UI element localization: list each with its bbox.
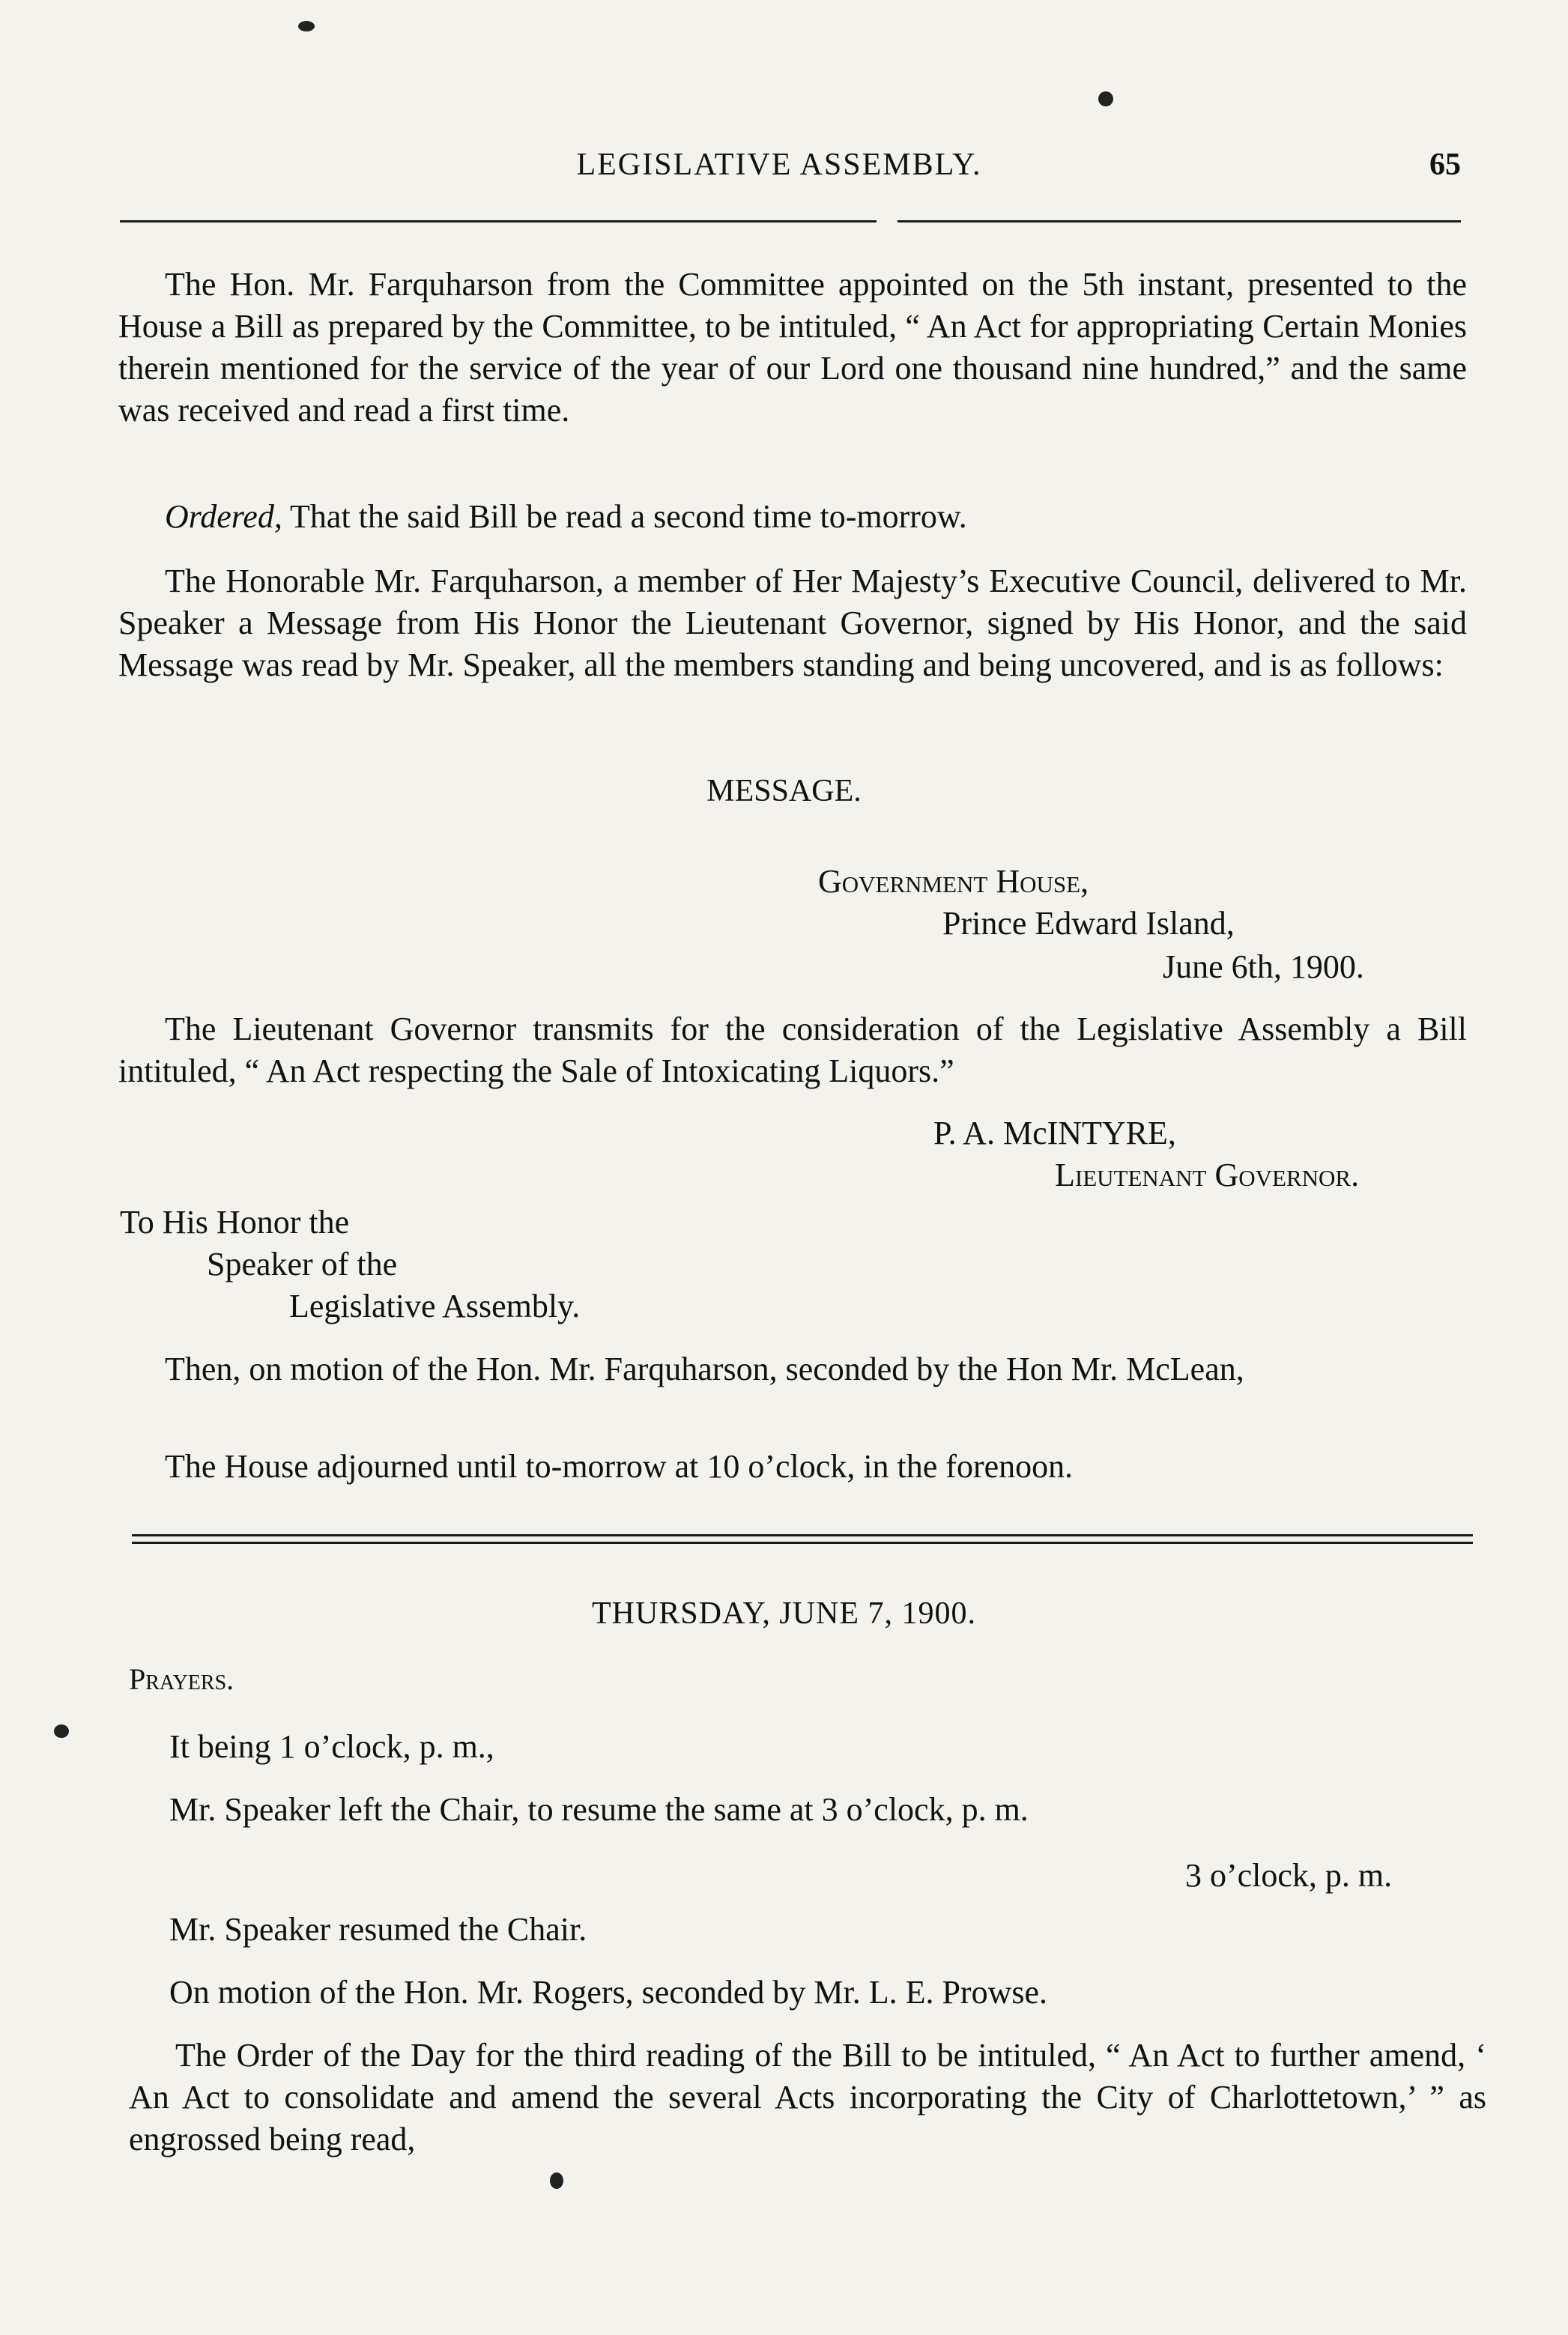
paragraph-adjourned: The House adjourned until to-morrow at 10 o’clock, in the forenoon. (165, 1448, 1074, 1485)
message-date: June 6th, 1900. (1163, 948, 1364, 985)
paragraph-order-of-day: The Order of the Day for the third reading of the Bill to be intituled, “ An Act to further amend, ‘ An Act to consolidate and amend the several Acts incorporating the City of Charlottetown,’ ” as engrossed being read, (129, 2037, 1486, 2157)
double-rule-top (132, 1534, 1473, 1536)
address-to-line-2: Speaker of the (207, 1246, 398, 1282)
prayers-label: Prayers. (129, 1662, 234, 1696)
ink-blot (550, 2172, 563, 2189)
speaker-resumed-line: Mr. Speaker resumed the Chair. (169, 1911, 587, 1948)
paragraph-committee-bill: The Hon. Mr. Farquharson from the Committee appointed on the 5th instant, presented to the House a Bill as prepared by the Committee, to be intituled, “ An Act for appropriating Certain Monies therein mentioned for the service of the year of our Lord one thousand nine hundred,” and the same was received and read a first time. (118, 266, 1467, 428)
ink-blot (54, 1724, 69, 1738)
paragraph-motion: Then, on motion of the Hon. Mr. Farquharson, seconded by the Hon Mr. McLean, (165, 1351, 1244, 1387)
address-line-1: Government House, (818, 863, 1089, 900)
message-heading: MESSAGE. (706, 774, 862, 808)
paragraph-message-delivery: The Honorable Mr. Farquharson, a member of Her Majesty’s Executive Council, delivered to Mr. Speaker a Message from His Honor the Lieutenant Governor, signed by His Honor, and the said Message was read by Mr. Speaker, all the members standing and being uncovered, and is as follows: (118, 563, 1467, 683)
resume-time: 3 o’clock, p. m. (1185, 1857, 1393, 1894)
double-rule-bottom (132, 1542, 1473, 1544)
session-time-line: It being 1 o’clock, p. m., (169, 1728, 494, 1765)
thursday-heading: THURSDAY, JUNE 7, 1900. (591, 1596, 977, 1631)
speaker-left-chair-line: Mr. Speaker left the Chair, to resume the same at 3 o’clock, p. m. (169, 1791, 1029, 1828)
address-to-line-3: Legislative Assembly. (289, 1288, 581, 1324)
ink-speck (298, 21, 315, 31)
ordered-text: That the said Bill be read a second time to-morrow. (290, 498, 967, 535)
running-head: LEGISLATIVE ASSEMBLY. (576, 148, 982, 182)
address-to-line-1: To His Honor the (120, 1204, 350, 1241)
motion-rogers-line: On motion of the Hon. Mr. Rogers, seconded by Mr. L. E. Prowse. (169, 1974, 1047, 2011)
page-header (120, 147, 1468, 192)
page-number: 65 (1429, 148, 1461, 182)
paragraph-ordered (118, 496, 1467, 538)
ink-speck (1098, 91, 1113, 106)
signature-title: Lieutenant Governor. (1055, 1157, 1360, 1193)
address-line-2: Prince Edward Island, (942, 905, 1235, 942)
header-rule-left (120, 220, 877, 222)
header-rule-right (897, 220, 1461, 222)
message-body: The Lieutenant Governor transmits for the consideration of the Legislative Assembly a Bill intituled, “ An Act respecting the Sale of Intoxicating Liquors.” (118, 1011, 1467, 1089)
ordered-label: Ordered, (165, 498, 282, 535)
signature-name: P. A. McINTYRE, (933, 1115, 1176, 1151)
